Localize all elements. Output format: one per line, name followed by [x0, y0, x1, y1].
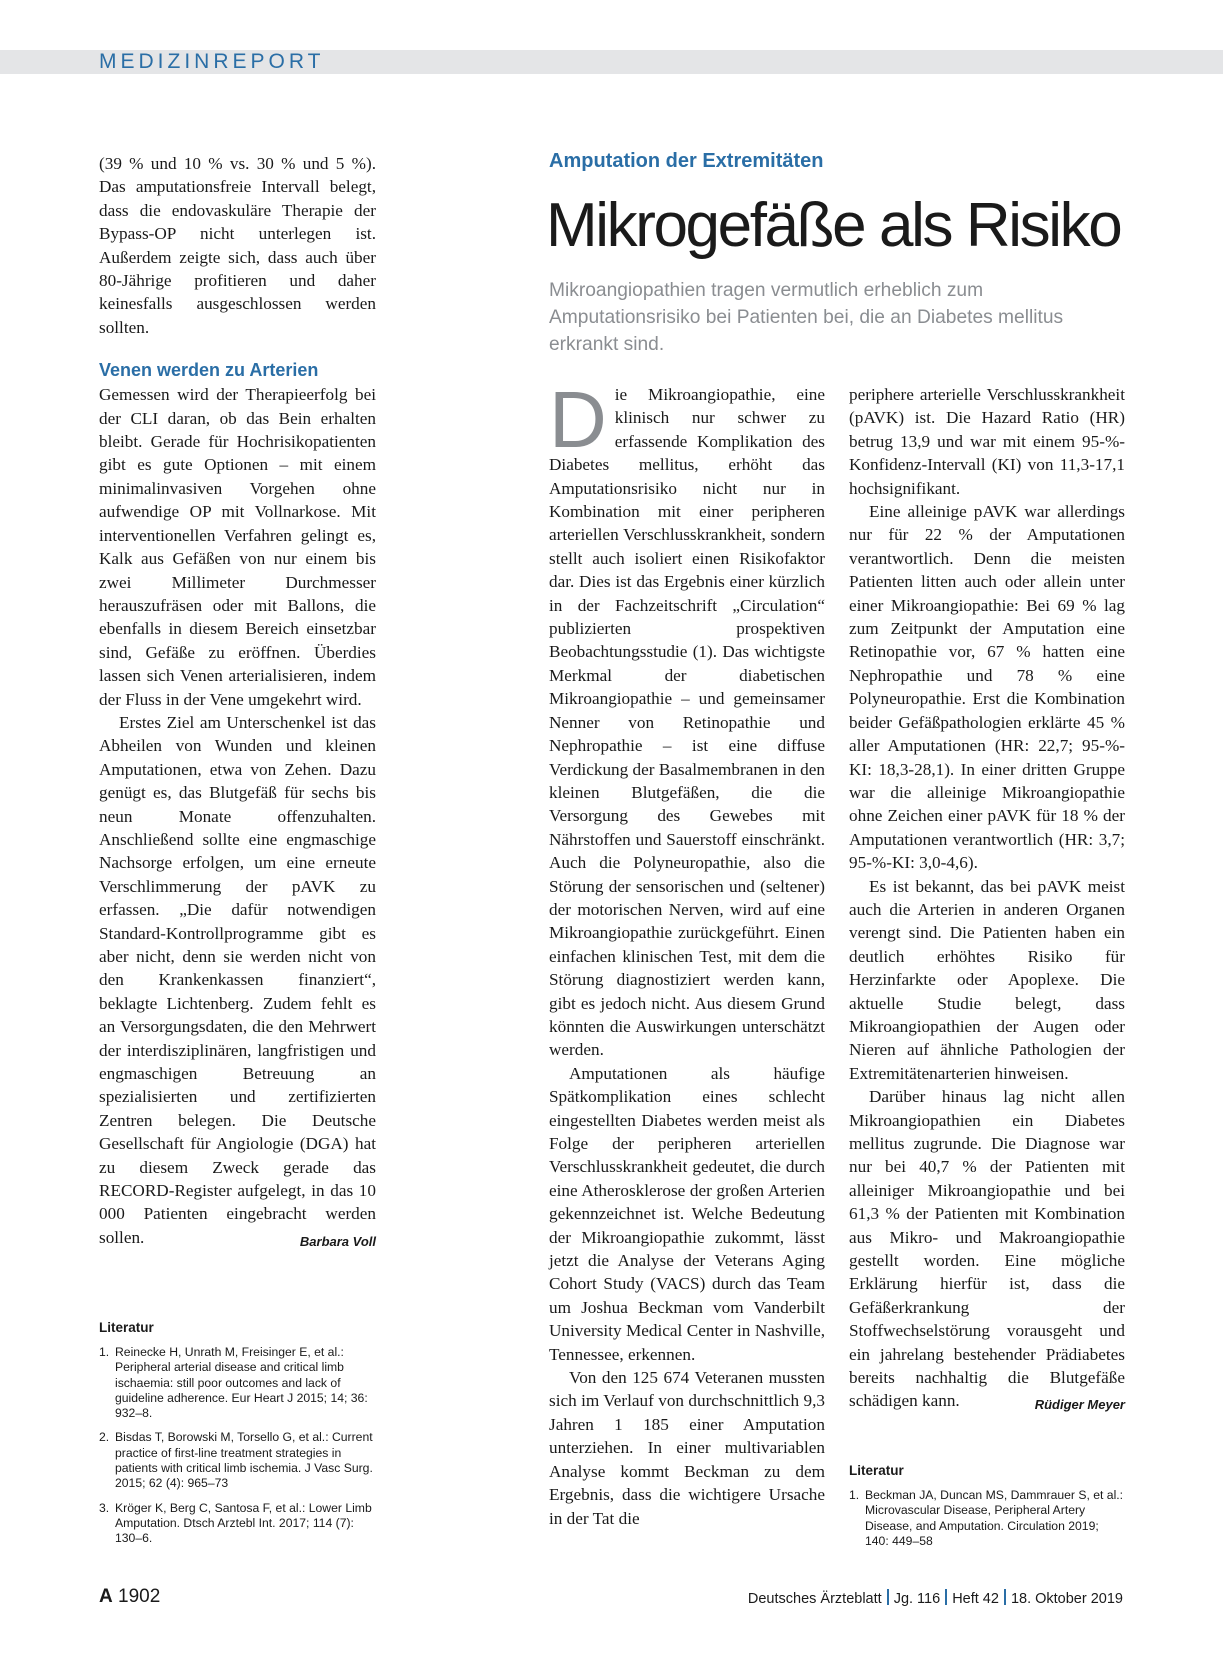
publication-info: [748, 1589, 1123, 1607]
body-paragraph-text: Darüber hinaus lag nicht allen Mikroangiopathien ein Diabetes mellitus zugrunde. Die Diagnose war nur bei 40,7 % der Patienten mit alleiniger Mikroangiopathie und bei 61,3 % der Patienten mit Kombination aus Mikro- und Makroangiopathie gestellt worden. Eine mögliche Erklärung hierfür ist, dass die Gefäßerkrankung der Stoffwechselstörung vorausgeht und ein jahrelang bestehender Prädiabetes bereits nachhaltig die Blutgefäße schädigen kann.: [849, 1087, 1125, 1411]
body-paragraph-text: Erstes Ziel am Unterschenkel ist das Abheilen von Wunden und kleinen Amputationen, etwa von Zehen. Dazu genügt es, das Blutgefäß für sechs bis neun Monate offenzuhalten. Anschließend sollte eine engmaschige Nachsorge erfolgen, um eine erneute Verschlimmerung der pAVK zu erfassen. „Die dafür notwendigen Standard-Kontrollprogramme gibt es aber nicht, denn sie werden nicht von den Krankenkassen finanziert“, beklagte Lichtenberg. Zudem fehlt es an Versorgungsdaten, die den Mehrwert der interdisziplinären, langfristigen und engmaschigen Betreuung an spezialisierten und zertifizierten Zentren belegen. Die Deutsche Gesellschaft für Angiologie (DGA) hat zu diesem Zweck gerade das RECORD-Register aufgelegt, in das 10 000 Patienten eingebracht werden sollen.: [99, 712, 376, 1247]
body-paragraph-text: ie Mikroangiopathie, eine klinisch nur schwer zu erfassende Komplikation des Diabetes mellitus, erhöht das Amputationsrisiko nicht nur in Kombination mit einer peripheren arteriellen Verschlusskrankheit, sondern stellt auch isoliert einen Risikofaktor dar. Dies ist das Ergebnis einer kürzlich in der Fachzeitschrift „Circulation“ publizierten prospektiven Beobachtungsstudie (1). Das wichtigste Merkmal der diabetischen Mikroangiopathie – und gemeinsamer Nenner von Retinopathie und Nephropathie – ist eine diffuse Verdickung der Basalmembranen in den kleinen Blutgefäßen, die die Versorgung des Gewebes mit Nährstoffen und Sauerstoff einschränkt. Auch die Polyneuropathie, also die Störung der sensorischen und (seltener) der motorischen Nerven, wird auf eine Mikroangiopathie zurückgeführt. Einen einfachen klinischen Test, mit dem die Störung diagnostiziert werden kann, gibt es jedoch nicht. Aus diesem Grund könnten die Auswirkungen unterschätzt werden.: [549, 385, 825, 1060]
literature-title: Literatur: [99, 1320, 154, 1335]
section-label: MEDIZINREPORT: [99, 50, 325, 73]
author-byline: Rüdiger Meyer: [1034, 1397, 1125, 1413]
article-headline: Mikrogefäße als Risiko: [546, 191, 1121, 260]
body-paragraph: Es ist bekannt, das bei pAVK meist auch die Arterien in anderen Organen verengt sind. Die Patienten haben ein deutlich erhöhtes Risiko für Herzinfarkte oder Apoplexe. Die aktuelle Studie belegt, dass Mikroangiopathien der Augen oder Nieren auf ähnliche Pathologien der Extremitätenarterien hinweisen.: [849, 876, 1125, 1083]
literature-item: [99, 1501, 374, 1547]
body-paragraph: [849, 1085, 1125, 1413]
article-standfirst: Mikroangiopathien tragen vermutlich erheblich zum Amputationsrisiko bei Patienten bei, die an Diabetes mellitus erkrankt sind.: [549, 280, 1064, 355]
separator: [887, 1589, 889, 1605]
left-column: [99, 152, 376, 1253]
literature-item: [99, 1345, 374, 1421]
middle-column: [549, 375, 825, 1530]
literature-text: Reinecke H, Unrath M, Freisinger E, et al.: Peripheral arterial disease and critical limb ischaemia: still poor outcomes and lack of guideline adherence. Eur Heart J 2015; 14; 36: 932–8.: [115, 1345, 368, 1421]
intro-paragraph: (39 % und 10 % vs. 30 % und 5 %). Das amputationsfreie Intervall belegt, dass die endovaskuläre Therapie der Bypass-OP nicht unterlegen ist. Außerdem zeigte sich, dass auch über 80-Jährige profitieren und daher keinesfalls ausgeschlossen werden sollten.: [99, 154, 376, 337]
page-number-value: 1902: [118, 1586, 161, 1607]
subheading: Venen werden zu Arterien: [99, 360, 319, 381]
literature-text: Beckman JA, Duncan MS, Dammrauer S, et al.: Microvascular Disease, Peripheral Artery Disease, and Amputation. Circulation 2019; 140: 449–58: [865, 1488, 1124, 1548]
literature-number: 2.: [99, 1430, 110, 1445]
journal-name: Deutsches Ärzteblatt: [747, 1591, 882, 1607]
body-paragraph: [549, 375, 825, 1062]
literature-title: Literatur: [849, 1463, 904, 1478]
body-paragraph: periphere arterielle Verschlusskrankheit (pAVK) ist. Die Hazard Ratio (HR) betrug 13,9 und war mit einem 95-%-Konfidenz-Intervall (KI) von 11,3-17,1 hochsignifikant.: [849, 385, 1125, 498]
author-byline: Barbara Voll: [299, 1233, 376, 1249]
literature-item: [849, 1488, 1125, 1549]
drop-cap: D: [549, 375, 607, 464]
literature-number: 3.: [99, 1500, 110, 1515]
literature-list: [849, 1488, 1125, 1549]
page-number: [99, 1586, 160, 1608]
journal-volume: Jg. 116: [893, 1591, 941, 1607]
literature-text: Bisdas T, Borowski M, Torsello G, et al.: Current practice of first-line treatment strategies in patients with critical limb ischemia. J Vasc Surg. 2015; 62 (4): 965–73: [115, 1430, 373, 1491]
literature-number: 1.: [849, 1488, 860, 1502]
separator: [945, 1589, 947, 1605]
literature-list: [99, 1345, 374, 1547]
body-paragraph: Von den 125 674 Veteranen mussten sich im Verlauf von durchschnittlich 9,3 Jahren 1 185 einer Amputation unterziehen. In einer multivariablen Analyse kommt Beckman zu dem Ergebnis, dass die wichtigere Ursache in der Tat die: [549, 1368, 825, 1528]
body-paragraph: Gemessen wird der Therapieerfolg bei der CLI daran, ob das Bein erhalten bleibt. Gerade für Hochrisikopatienten gibt es gute Optionen – mit einem minimalinvasiven Vorgehen ohne aufwendige OP mit Vollnarkose. Mit interventionellen Verfahren gelingt es, Kalk aus Gefäßen von nur einem bis zwei Millimeter Durchmesser herauszufräsen oder mit Ballons, die ebenfalls in diesem Bereich einsetzbar sind, Gefäße zu eröffnen. Überdies lassen sich Venen arterialisieren, indem der Fluss in der Vene umgekehrt wird.: [99, 385, 376, 709]
literature-right: [849, 1463, 1125, 1558]
body-paragraph: Eine alleinige pAVK war allerdings nur für 22 % der Amputationen verantwortlich. Denn die meisten Patienten litten auch oder allein unter einer Mikroangiopathie: Bei 69 % lag zum Zeitpunkt der Amputation eine Retinopathie vor, 67 % hatten eine Nephropathie und 78 % eine Polyneuropathie. Erst die Kombination beider Gefäßpathologien erklärte 45 % aller Amputationen (HR: 22,7; 95-%-KI: 18,3-28,1). In einer dritten Gruppe war die alleinige Mikroangiopathie ohne Zeichen einer pAVK für 18 % der Amputationen verantwortlich (HR: 3,7; 95-%-KI: 3,0-4,6).: [849, 502, 1125, 873]
journal-issue: Heft 42: [952, 1591, 999, 1607]
publication-date: 18. Oktober 2019: [1010, 1591, 1123, 1607]
literature-number: 1.: [99, 1345, 110, 1359]
literature-text: Kröger K, Berg C, Santosa F, et al.: Lower Limb Amputation. Dtsch Arztebl Int. 2017; 114 (7): 130–6.: [115, 1500, 372, 1546]
body-paragraph: Amputationen als häufige Spätkomplikation eines schlecht eingestellten Diabetes werden meist als Folge der peripheren arteriellen Verschlusskrankheit gedeutet, die durch eine Atherosklerose der großen Arterien gekennzeichnet ist. Welche Bedeutung der Mikroangiopathie zukommt, lässt jetzt die Analyse der Veterans Aging Cohort Study (VACS) durch das Team um Joshua Beckman vom Vanderbilt University Medical Center in Nashville, Tennessee, erkennen.: [549, 1063, 825, 1364]
separator: [1004, 1589, 1006, 1605]
right-column: [849, 383, 1125, 1417]
page-prefix: A: [99, 1586, 113, 1607]
article-kicker: Amputation der Extremitäten: [549, 150, 824, 172]
body-paragraph: [99, 711, 376, 1249]
literature-left: [99, 1320, 374, 1556]
literature-item: [99, 1430, 374, 1491]
